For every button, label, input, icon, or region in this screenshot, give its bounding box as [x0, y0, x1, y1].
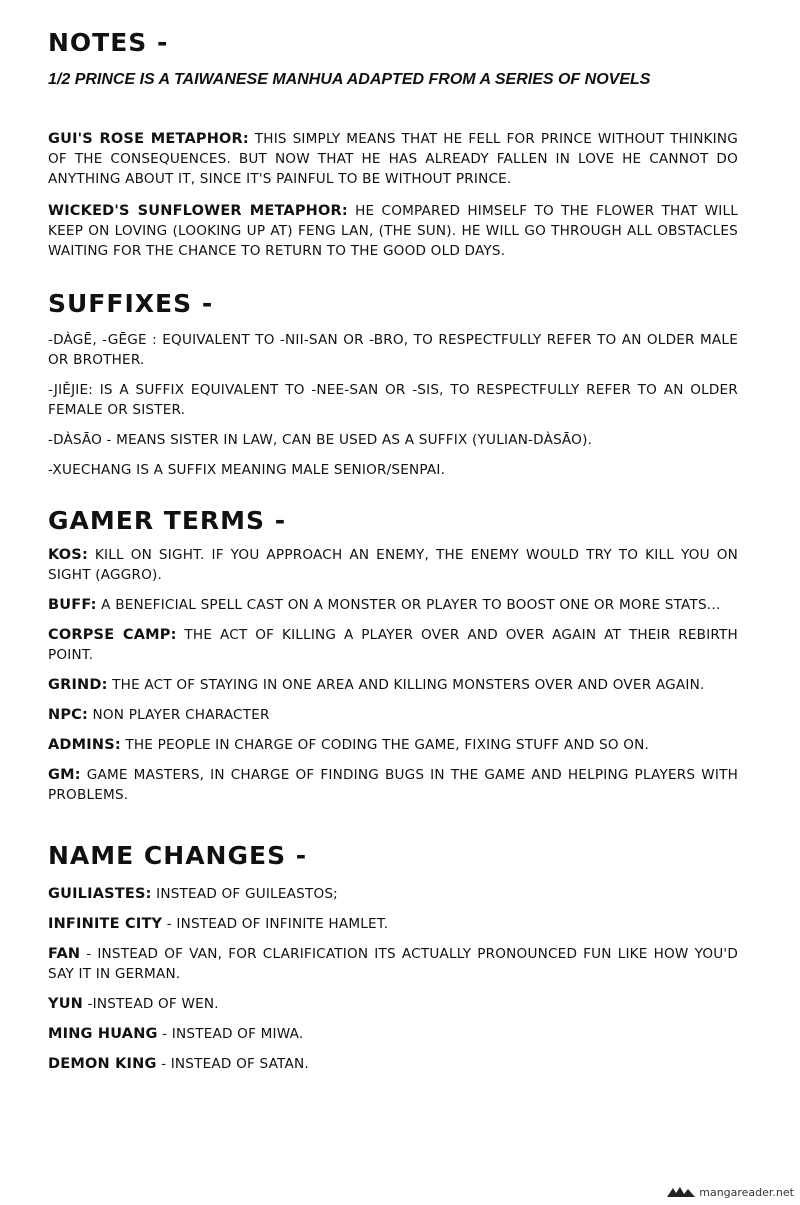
name-change-entry	[48, 1024, 738, 1044]
notes-subtitle	[48, 71, 738, 89]
suffix-text: -DÀGĒ, -GĒGE : EQUIVALENT TO -NII-SAN OR -BRO, TO RESPECTFULLY REFER TO AN OLDER MALE OR BROTHER.	[48, 332, 738, 368]
name-change-text: - INSTEAD OF INFINITE HAMLET.	[162, 916, 389, 932]
name-change-text: - INSTEAD OF VAN, FOR CLARIFICATION ITS ACTUALLY PRONOUNCED FUN LIKE HOW YOU'D SAY IT IN GERMAN.	[48, 946, 738, 982]
subtitle-prefix: 1/2 PRINCE IS A	[48, 71, 174, 88]
note-entry	[48, 129, 738, 189]
gamer-term: NPC:	[48, 707, 89, 723]
gamer-term-entry	[48, 675, 738, 695]
name-change-entry	[48, 1054, 738, 1074]
name-change-text: - INSTEAD OF MIWA.	[157, 1026, 304, 1042]
suffix-text: -DÀSĀO - MEANS SISTER IN LAW, CAN BE USED AS A SUFFIX (YULIAN-DÀSĀO).	[48, 432, 593, 448]
gamer-term: GRIND:	[48, 677, 108, 693]
gamer-term-text: A BENEFICIAL SPELL CAST ON A MONSTER OR PLAYER TO BOOST ONE OR MORE STATS...	[96, 597, 721, 613]
note-term: GUI'S ROSE METAPHOR:	[48, 131, 249, 147]
gamer-term: CORPSE CAMP:	[48, 627, 177, 643]
suffix-entry	[48, 380, 738, 420]
note-text: THIS SIMPLY MEANS THAT HE FELL FOR PRINCE WITHOUT THINKING OF THE CONSEQUENCES. BUT NOW THAT HE HAS ALREADY FALLEN IN LOVE HE CANNOT DO ANYTHING ABOUT IT, SINCE IT'S PAINFUL TO BE WITHOUT PRINCE.	[48, 131, 738, 187]
name-change-entry	[48, 994, 738, 1014]
name-change-text: INSTEAD OF GUILEASTOS;	[151, 886, 338, 902]
gamer-term-entry	[48, 545, 738, 585]
name-change-entry	[48, 884, 738, 904]
name-change-term: DEMON KING	[48, 1056, 157, 1072]
gamer-term: BUFF:	[48, 597, 97, 613]
name-change-entry	[48, 944, 738, 984]
name-changes-heading: NAME CHANGES -	[48, 841, 308, 870]
name-change-term: GUILIASTES:	[48, 886, 152, 902]
suffix-entry	[48, 430, 738, 450]
gamer-term-text: KILL ON SIGHT. IF YOU APPROACH AN ENEMY, THE ENEMY WOULD TRY TO KILL YOU ON SIGHT (AGGRO).	[48, 547, 738, 583]
notes-heading: NOTES -	[48, 28, 169, 57]
watermark-text: mangareader.net	[699, 1185, 794, 1199]
note-entry	[48, 201, 738, 261]
gamer-term-entry	[48, 735, 738, 755]
note-text: HE COMPARED HIMSELF TO THE FLOWER THAT WILL KEEP ON LOVING (LOOKING UP AT) FENG LAN, (THE SUN). HE WILL GO THROUGH ALL OBSTACLES WAITING FOR THE CHANCE TO RETURN TO THE GOOD OLD DAYS.	[48, 203, 738, 259]
suffix-entry	[48, 460, 738, 480]
gamer-term: ADMINS:	[48, 737, 121, 753]
gamer-term-text: THE ACT OF KILLING A PLAYER OVER AND OVER AGAIN AT THEIR REBIRTH POINT.	[48, 627, 738, 663]
name-change-term: INFINITE CITY	[48, 916, 163, 932]
gamer-term-entry	[48, 765, 738, 805]
note-term: WICKED'S SUNFLOWER METAPHOR:	[48, 203, 348, 219]
subtitle-emphasis: TAIWANESE	[173, 71, 268, 88]
suffix-text: -JIĚJIE: IS A SUFFIX EQUIVALENT TO -NEE-SAN OR -SIS, TO RESPECTFULLY REFER TO AN OLDER FEMALE OR SISTER.	[48, 382, 738, 418]
gamer-term: KOS:	[48, 547, 88, 563]
gamer-term-text: GAME MASTERS, IN CHARGE OF FINDING BUGS IN THE GAME AND HELPING PLAYERS WITH PROBLEMS.	[48, 767, 738, 803]
gamer-term-entry	[48, 705, 738, 725]
name-change-text: -INSTEAD OF WEN.	[83, 996, 219, 1012]
suffix-text: -XUECHANG IS A SUFFIX MEANING MALE SENIOR/SENPAI.	[48, 462, 446, 478]
notes-page	[48, 28, 738, 1074]
watermark	[666, 1185, 794, 1199]
gamer-term-text: THE ACT OF STAYING IN ONE AREA AND KILLING MONSTERS OVER AND OVER AGAIN.	[107, 677, 705, 693]
gamer-term-entry	[48, 625, 738, 665]
gamer-term-entry	[48, 595, 738, 615]
watermark-logo-icon	[666, 1185, 696, 1199]
name-change-term: FAN	[48, 946, 81, 962]
name-change-term: YUN	[48, 996, 84, 1012]
name-change-term: MING HUANG	[48, 1026, 158, 1042]
subtitle-suffix: MANHUA ADAPTED FROM A SERIES OF NOVELS	[267, 71, 651, 88]
gamer-term-text: NON PLAYER CHARACTER	[88, 707, 270, 723]
gamer-term-text: THE PEOPLE IN CHARGE OF CODING THE GAME, FIXING STUFF AND SO ON.	[120, 737, 650, 753]
name-change-text: - INSTEAD OF SATAN.	[156, 1056, 309, 1072]
gamer-term: GM:	[48, 767, 81, 783]
suffix-entry	[48, 330, 738, 370]
gamer-terms-heading: GAMER TERMS -	[48, 506, 287, 535]
name-change-entry	[48, 914, 738, 934]
suffixes-heading: SUFFIXES -	[48, 289, 214, 318]
